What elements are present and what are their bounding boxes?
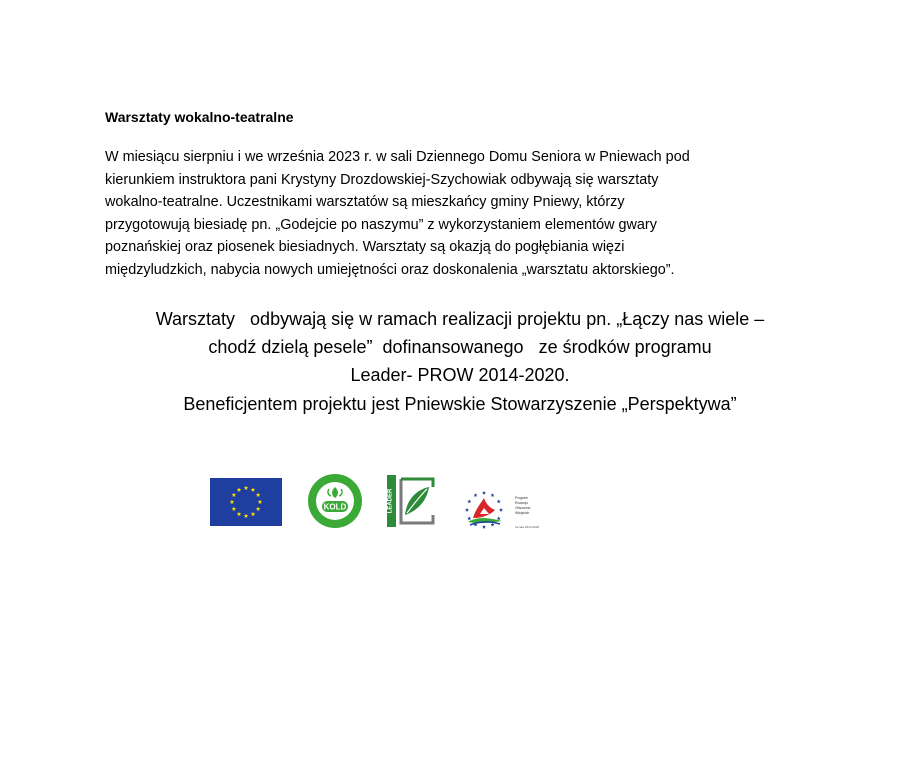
article-heading: Warsztaty wokalno-teatralne	[105, 109, 294, 125]
lgd-kold-logo	[307, 473, 363, 529]
eu-flag-icon	[210, 478, 282, 526]
prow-text-line: Obszarów	[515, 506, 531, 510]
star-icon	[497, 516, 501, 520]
star-icon	[482, 491, 486, 495]
article-body	[105, 146, 805, 282]
star-icon	[482, 525, 486, 529]
body-line: wokalno-teatralne. Uczestnikami warsztatów są mieszkańcy gminy Pniewy, którzy	[105, 194, 625, 211]
star-icon	[491, 493, 495, 497]
project-line: Leader- PROW 2014-2020.	[350, 365, 570, 386]
star-icon	[499, 508, 503, 512]
leader-logo-text: LEADER	[387, 488, 394, 514]
project-line: Beneficjentem projektu jest Pniewskie Stowarzyszenie „Perspektywa”	[183, 393, 737, 414]
star-icon	[465, 508, 469, 512]
prow-text-line: Wiejskich	[515, 511, 530, 515]
body-line: międzyludzkich, nabycia nowych umiejętności oraz doskonalenia „warsztatu aktorskiego”.	[105, 261, 675, 278]
body-line: W miesiącu sierpniu i we września 2023 r. w sali Dziennego Domu Seniora w Pniewach pod	[105, 149, 690, 165]
project-line: Warsztaty odbywają się w ramach realizacji projektu pn. „Łączy nas wiele –	[155, 309, 765, 329]
body-line: przygotowują biesiadę pn. „Godejcie po naszymu” z wykorzystaniem elementów gwary	[105, 216, 657, 233]
prow-text-line: Program	[515, 496, 529, 500]
project-line: chodź dzielą pesele” dofinansowanego ze środków programu	[208, 337, 712, 358]
star-icon	[474, 493, 478, 497]
eu-flag-background	[210, 478, 282, 526]
prow-years-text: na lata 2014-2020	[515, 525, 540, 529]
prow-text-line: Rozwoju	[515, 501, 529, 505]
body-line: poznańskiej oraz piosenek biesiadnych. Warsztaty są okazją do pogłębiania więzi	[105, 239, 625, 256]
star-icon	[467, 516, 471, 520]
project-info	[60, 305, 860, 418]
star-icon	[497, 499, 501, 503]
lgd-logo-text: KOLD	[323, 502, 347, 512]
prow-logo	[464, 490, 542, 530]
star-icon	[467, 499, 471, 503]
leader-logo	[387, 475, 439, 527]
body-line: kierunkiem instruktora pani Krystyny Drozdowskiej-Szychowiak odbywają się warsztaty	[105, 171, 659, 188]
